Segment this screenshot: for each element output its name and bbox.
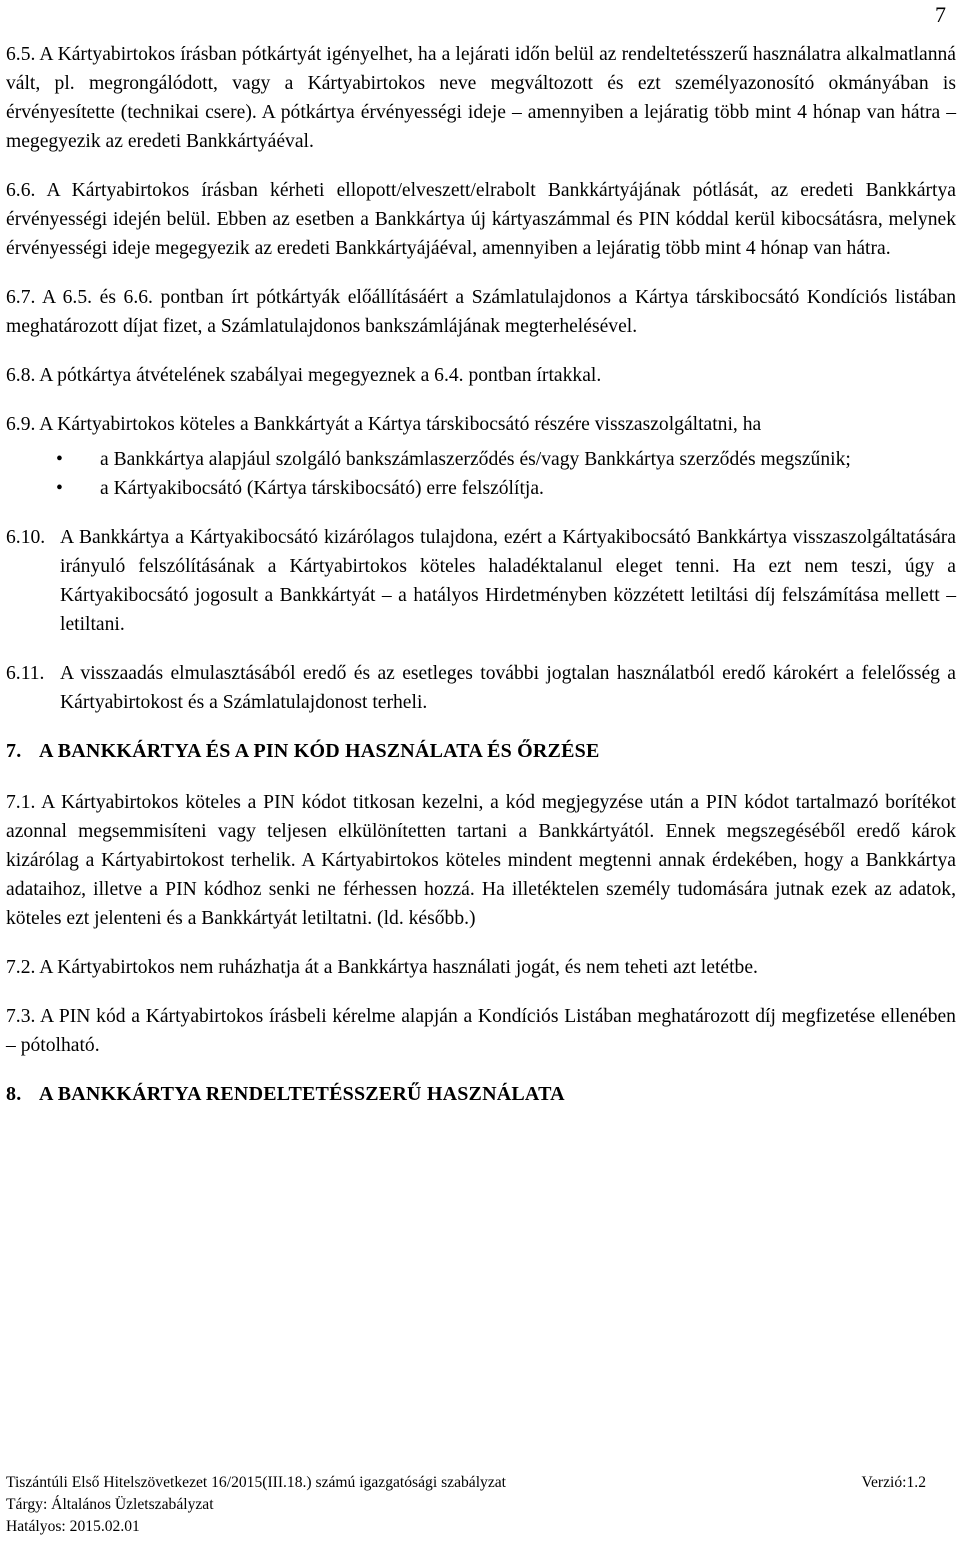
heading-number: 8.	[6, 1083, 22, 1105]
section-6-8	[6, 361, 956, 390]
page-number: 7	[935, 2, 946, 27]
footer-effective-date: Hatályos: 2015.02.01	[6, 1518, 140, 1535]
section-number: 7.2.	[6, 957, 36, 978]
list-item	[6, 474, 956, 503]
section-7-3	[6, 1002, 956, 1060]
section-heading-7	[6, 737, 956, 766]
section-6-5	[6, 40, 956, 156]
section-text: A Kártyabirtokos köteles a Bankkártyát a Kártya társkibocsátó részére visszaszolgáltatni, ha	[39, 414, 762, 435]
footer-subject: Tárgy: Általános Üzletszabályzat	[6, 1496, 214, 1513]
section-6-6	[6, 176, 956, 263]
section-6-11	[6, 659, 956, 717]
footer-row	[6, 1472, 926, 1494]
page-footer	[6, 1472, 926, 1538]
section-text: A Kártyabirtokos köteles a PIN kódot titkosan kezelni, a kód megjegyzése után a PIN kódot tartalmazó borítékot azonnal megsemmisíteni vagy teljesen elkülönítetten tartani a Bankkártyától. Ennek megszegéséből eredő károk kizárólag a Kártyabirtokost terhelik. A Kártyabirtokos köteles mindent megtenni annak érdekében, hogy a Bankkártya adataihoz, illetve a PIN kódhoz senki ne férhessen hozzá. Ha illetéktelen személy tudomására jutnak ezek az adatok, köteles ezt jelenteni és a Bankkártyát letiltatni. (ld. később.)	[6, 792, 956, 929]
section-text: A Kártyabirtokos nem ruházhatja át a Bankkártya használati jogát, és nem teheti azt letétbe.	[39, 957, 758, 978]
section-6-9	[6, 410, 956, 439]
section-number: 7.3.	[6, 1006, 36, 1027]
section-number: 7.1.	[6, 792, 36, 813]
section-text: A Kártyabirtokos írásban kérheti ellopott/elveszett/elrabolt Bankkártyájának pótlását, az eredeti Bankkártya érvényességi idején belül. Ebben az esetben a Bankkártya új kártyaszámmal és PIN kóddal kerül kibocsátásra, melynek érvényességi ideje megegyezik az eredeti Bankkártyájáéval, amennyiben a lejáratig több mint 4 hónap van hátra.	[6, 180, 956, 259]
section-6-10	[6, 523, 956, 639]
section-number: 6.10.	[6, 527, 46, 548]
bullet-list	[6, 445, 956, 503]
list-item	[6, 445, 956, 474]
section-number: 6.8.	[6, 365, 36, 386]
list-item-text: a Kártyakibocsátó (Kártya társkibocsátó) erre felszólítja.	[100, 478, 544, 499]
section-number: 6.9.	[6, 414, 36, 435]
footer-regulation: Tiszántúli Első Hitelszövetkezet 16/2015(III.18.) számú igazgatósági szabályzat	[6, 1474, 507, 1491]
section-text: A 6.5. és 6.6. pontban írt pótkártyák előállításáért a Számlatulajdonos a Kártya társkibocsátó Kondíciós listában meghatározott díjat fizet, a Számlatulajdonos bankszámlájának megterhelésével.	[6, 287, 956, 337]
list-item-text: a Bankkártya alapjául szolgáló bankszámlaszerződés és/vagy Bankkártya szerződés megszűnik;	[100, 449, 851, 470]
section-number: 6.6.	[6, 180, 36, 201]
section-6-7	[6, 283, 956, 341]
section-text: A PIN kód a Kártyabirtokos írásbeli kérelme alapján a Kondíciós Listában meghatározott díj megfizetése ellenében – pótolható.	[6, 1006, 956, 1056]
section-heading-8	[6, 1080, 956, 1109]
footer-version: Verzió:1.2	[861, 1474, 926, 1491]
bullet-icon: •	[56, 449, 63, 470]
document-body	[6, 40, 956, 1131]
section-text: A visszaadás elmulasztásából eredő és az esetleges további jogtalan használatból eredő károkért a felelősség a Kártyabirtokost és a Számlatulajdonost terheli.	[60, 663, 956, 713]
heading-number: 7.	[6, 740, 22, 762]
heading-text: A BANKKÁRTYA ÉS A PIN KÓD HASZNÁLATA ÉS ŐRZÉSE	[39, 740, 600, 762]
section-text: A Kártyabirtokos írásban pótkártyát igényelhet, ha a lejárati időn belül az rendeltetésszerű használatra alkalmatlanná vált, pl. megrongálódott, vagy a Kártyabirtokos neve megváltozott és ezt személyazonosító okmányában is érvényesítette (technikai csere). A pótkártya érvényességi ideje – amennyiben a lejáratig több mint 4 hónap van hátra – megegyezik az eredeti Bankkártyáéval.	[6, 44, 957, 152]
section-text: A pótkártya átvételének szabályai megegyeznek a 6.4. pontban írtakkal.	[39, 365, 602, 386]
section-number: 6.11.	[6, 663, 45, 684]
section-7-2	[6, 953, 956, 982]
section-text: A Bankkártya a Kártyakibocsátó kizárólagos tulajdona, ezért a Kártyakibocsátó Bankkártya visszaszolgáltatására irányuló felszólításának a Kártyabirtokos köteles haladéktalanul eleget tenni. Ha ezt nem teszi, úgy a Kártyakibocsátó jogosult a Bankkártyát – a hatályos Hirdetményben közzétett letiltási díj felszámítása mellett – letiltani.	[60, 527, 956, 635]
bullet-icon: •	[56, 478, 63, 499]
section-number: 6.5.	[6, 44, 36, 65]
section-7-1	[6, 788, 956, 933]
heading-text: A BANKKÁRTYA RENDELTETÉSSZERŰ HASZNÁLATA	[39, 1083, 565, 1105]
section-number: 6.7.	[6, 287, 36, 308]
